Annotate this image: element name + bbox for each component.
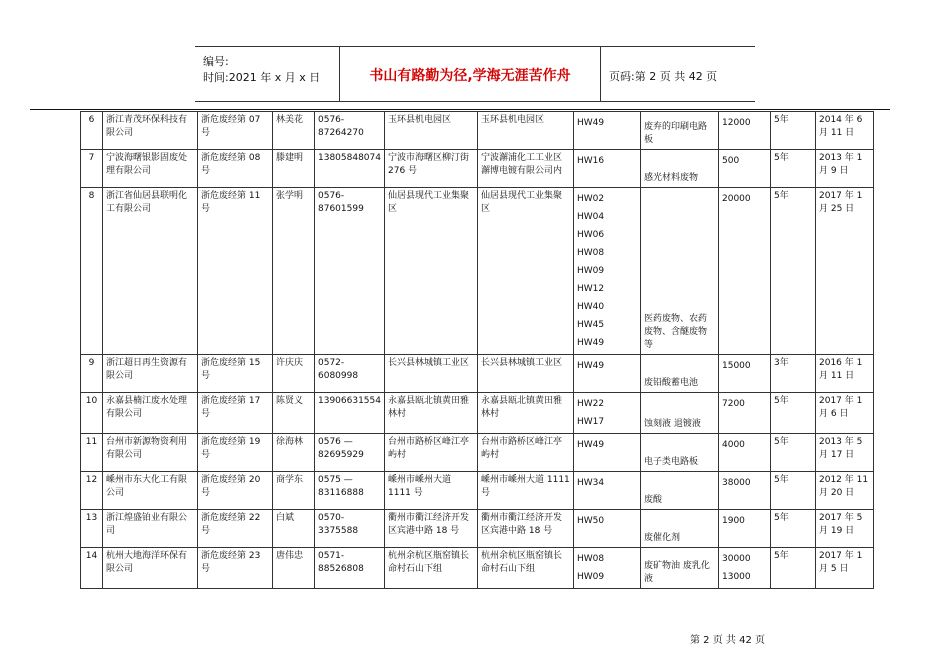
table-row — [81, 510, 874, 548]
table-row — [81, 355, 874, 393]
capacity-value: 20000 — [722, 194, 751, 204]
capacity — [719, 393, 771, 434]
address: 衢州市衢江经济开发区宾港中路 18 号 — [385, 510, 478, 548]
phone-number: 13805848074 — [315, 150, 385, 188]
row-number: 12 — [81, 472, 103, 510]
license-number: 浙危废经第 22 号 — [198, 510, 273, 548]
validity-term: 5年 — [771, 150, 816, 188]
contact-person: 商学东 — [273, 472, 315, 510]
waste-code: HW04 — [577, 212, 605, 222]
issue-date: 2012 年 11 月 20 日 — [816, 472, 874, 510]
phone-number: 0570-3375588 — [315, 510, 385, 548]
validity-term: 5年 — [771, 548, 816, 589]
page-footer: 第 2 页 共 42 页 — [690, 635, 765, 646]
waste-code: HW50 — [577, 516, 605, 526]
issue-date: 2014 年 6 月 11 日 — [816, 112, 874, 150]
waste-description: 废矿物油 废乳化液 — [641, 548, 719, 589]
contact-person: 白斌 — [273, 510, 315, 548]
company-name: 台州市新源物资利用有限公司 — [103, 434, 198, 472]
waste-code: HW49 — [577, 361, 605, 371]
waste-codes — [574, 548, 641, 589]
table-row — [81, 150, 874, 188]
waste-description: 废催化剂 — [641, 510, 719, 548]
time-label: 时间:2021 年 x 月 x 日 — [203, 71, 321, 84]
facility-site: 衢州市衢江经济开发区宾港中路 18 号 — [478, 510, 574, 548]
capacity-value: 4000 — [722, 440, 745, 450]
header-divider — [30, 109, 890, 110]
facility-site: 宁波澥浦化工工业区澥博电镀有限公司内 — [478, 150, 574, 188]
company-name: 永嘉县楠江废水处理有限公司 — [103, 393, 198, 434]
facility-site: 玉环县机电园区 — [478, 112, 574, 150]
waste-code: HW09 — [577, 572, 605, 582]
issue-date: 2017 年 1 月 5 日 — [816, 548, 874, 589]
validity-term: 5年 — [771, 434, 816, 472]
issue-date: 2017 年 5 月 19 日 — [816, 510, 874, 548]
address: 宁波市海曙区柳汀街 276 号 — [385, 150, 478, 188]
phone-number: 13906631554 — [315, 393, 385, 434]
table-row — [81, 393, 874, 434]
license-number: 浙危废经第 23 号 — [198, 548, 273, 589]
capacity-value: 1900 — [722, 516, 745, 526]
issue-date: 2013 年 1 月 9 日 — [816, 150, 874, 188]
capacity — [719, 150, 771, 188]
waste-codes — [574, 188, 641, 355]
facility-site: 嵊州市嵊州大道 1111 号 — [478, 472, 574, 510]
waste-code: HW02 — [577, 194, 605, 204]
waste-code: HW34 — [577, 478, 605, 488]
waste-code: HW40 — [577, 302, 605, 312]
table-row — [81, 548, 874, 589]
contact-person: 张学明 — [273, 188, 315, 355]
company-name: 浙江青茂环保科技有限公司 — [103, 112, 198, 150]
license-number: 浙危废经第 11 号 — [198, 188, 273, 355]
page-label: 页码:第 2 页 共 42 页 — [609, 70, 718, 83]
waste-description: 感光材料废物 — [641, 150, 719, 188]
validity-term: 5年 — [771, 472, 816, 510]
validity-term: 5年 — [771, 112, 816, 150]
issue-date: 2017 年 1 月 6 日 — [816, 393, 874, 434]
license-number: 浙危废经第 20 号 — [198, 472, 273, 510]
phone-number: 0576-87264270 — [315, 112, 385, 150]
waste-code: HW09 — [577, 266, 605, 276]
phone-number: 0572-6080998 — [315, 355, 385, 393]
address: 台州市路桥区峰江亭屿村 — [385, 434, 478, 472]
contact-person: 许庆庆 — [273, 355, 315, 393]
company-name: 浙江超日再生资源有限公司 — [103, 355, 198, 393]
row-number: 14 — [81, 548, 103, 589]
waste-code: HW06 — [577, 230, 605, 240]
capacity-value: 7200 — [722, 399, 745, 409]
row-number: 8 — [81, 188, 103, 355]
validity-term: 5年 — [771, 393, 816, 434]
table-row — [81, 434, 874, 472]
phone-number: 0575 — 83116888 — [315, 472, 385, 510]
table-row — [81, 188, 874, 355]
waste-codes — [574, 355, 641, 393]
waste-codes — [574, 393, 641, 434]
license-number: 浙危废经第 08 号 — [198, 150, 273, 188]
row-number: 13 — [81, 510, 103, 548]
waste-description: 医药废物、农药废物、含醚废物等 — [641, 188, 719, 355]
waste-code: HW17 — [577, 417, 605, 427]
row-number: 10 — [81, 393, 103, 434]
capacity — [719, 510, 771, 548]
validity-term: 5年 — [771, 510, 816, 548]
capacity-value: 38000 — [722, 478, 751, 488]
license-number: 浙危废经第 19 号 — [198, 434, 273, 472]
waste-description: 电子类电路板 — [641, 434, 719, 472]
waste-code: HW16 — [577, 156, 605, 166]
waste-codes — [574, 510, 641, 548]
phone-number: 0576 — 82695929 — [315, 434, 385, 472]
capacity-value: 12000 — [722, 118, 751, 128]
waste-codes — [574, 472, 641, 510]
license-table — [80, 111, 874, 589]
waste-code: HW12 — [577, 284, 605, 294]
validity-term: 3年 — [771, 355, 816, 393]
row-number: 9 — [81, 355, 103, 393]
capacity-value: 13000 — [722, 572, 751, 582]
waste-code: HW08 — [577, 248, 605, 258]
phone-number: 0576-87601599 — [315, 188, 385, 355]
waste-code: HW49 — [577, 440, 605, 450]
page-header — [195, 46, 755, 102]
waste-code: HW49 — [577, 338, 605, 348]
license-number: 浙危废经第 07 号 — [198, 112, 273, 150]
waste-description: 废弃的印刷电路板 — [641, 112, 719, 150]
capacity-value: 500 — [722, 156, 740, 166]
header-middle — [340, 47, 601, 101]
contact-person: 滕建明 — [273, 150, 315, 188]
row-number: 7 — [81, 150, 103, 188]
capacity — [719, 472, 771, 510]
waste-description: 废酸 — [641, 472, 719, 510]
code-label: 编号: — [203, 55, 229, 68]
address: 长兴县林城镇工业区 — [385, 355, 478, 393]
phone-number: 0571-88526808 — [315, 548, 385, 589]
waste-description: 蚀刻液 退镀液 — [641, 393, 719, 434]
capacity — [719, 434, 771, 472]
license-number: 浙危废经第 17 号 — [198, 393, 273, 434]
address: 杭州余杭区瓶窑镇长命村石山下组 — [385, 548, 478, 589]
company-name: 嵊州市东大化工有限公司 — [103, 472, 198, 510]
waste-code: HW08 — [577, 554, 605, 564]
capacity — [719, 188, 771, 355]
table-row — [81, 112, 874, 150]
capacity — [719, 355, 771, 393]
capacity-value: 15000 — [722, 361, 751, 371]
row-number: 11 — [81, 434, 103, 472]
header-left — [195, 47, 340, 101]
waste-codes — [574, 434, 641, 472]
contact-person: 林美花 — [273, 112, 315, 150]
table-row — [81, 472, 874, 510]
row-number: 6 — [81, 112, 103, 150]
validity-term: 5年 — [771, 188, 816, 355]
waste-codes — [574, 150, 641, 188]
company-name: 浙江煌盛铂业有限公司 — [103, 510, 198, 548]
waste-code: HW22 — [577, 399, 605, 409]
facility-site: 长兴县林城镇工业区 — [478, 355, 574, 393]
motto-text: 书山有路勤为径,学海无涯苦作舟 — [369, 68, 571, 84]
facility-site: 仙居县现代工业集聚区 — [478, 188, 574, 355]
capacity — [719, 548, 771, 589]
company-name: 浙江省仙居县联明化工有限公司 — [103, 188, 198, 355]
facility-site: 杭州余杭区瓶窑镇长命村石山下组 — [478, 548, 574, 589]
facility-site: 台州市路桥区峰江亭屿村 — [478, 434, 574, 472]
waste-description: 废铅酸蓄电池 — [641, 355, 719, 393]
issue-date: 2013 年 5 月 17 日 — [816, 434, 874, 472]
issue-date: 2016 年 1 月 11 日 — [816, 355, 874, 393]
capacity — [719, 112, 771, 150]
license-number: 浙危废经第 15 号 — [198, 355, 273, 393]
contact-person: 唐伟忠 — [273, 548, 315, 589]
company-name: 宁波海曙银影固废处理有限公司 — [103, 150, 198, 188]
contact-person: 陈贤义 — [273, 393, 315, 434]
address: 仙居县现代工业集聚区 — [385, 188, 478, 355]
address: 玉环县机电园区 — [385, 112, 478, 150]
waste-code: HW49 — [577, 118, 605, 128]
header-right — [601, 47, 755, 101]
waste-codes — [574, 112, 641, 150]
company-name: 杭州大地海洋环保有限公司 — [103, 548, 198, 589]
capacity-value: 30000 — [722, 554, 751, 564]
address: 永嘉县瓯北镇黄田雅林村 — [385, 393, 478, 434]
issue-date: 2017 年 1 月 25 日 — [816, 188, 874, 355]
address: 嵊州市嵊州大道 1111 号 — [385, 472, 478, 510]
contact-person: 徐海林 — [273, 434, 315, 472]
facility-site: 永嘉县瓯北镇黄田雅林村 — [478, 393, 574, 434]
waste-code: HW45 — [577, 320, 605, 330]
